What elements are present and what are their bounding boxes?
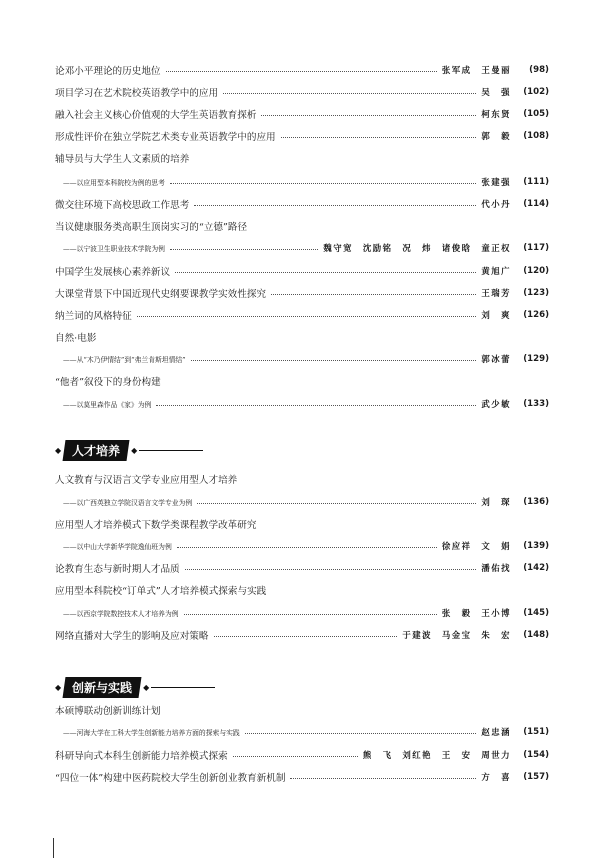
entry-subtitle: ——以广西英独立学院汉语言文学专业为例 [63,499,193,507]
entry-page-number: (111) [523,177,549,187]
dot-leader [197,503,476,504]
entry-title: 自然·电影 [55,333,97,344]
entry-page-number: (139) [523,541,549,551]
entry-page-number: (151) [523,727,549,737]
entry-title: 当议健康服务类高职生顶岗实习的“立德”路径 [55,222,248,233]
toc-entry-subtitle[interactable] [63,603,549,623]
entry-page-number: (102) [523,87,549,97]
toc-entry-heading[interactable] [55,469,237,489]
dot-leader [137,316,477,317]
entry-title: 应用型本科院校“订单式”人才培养模式探索与实践 [55,586,267,597]
entry-author: 方 喜 [481,772,511,782]
toc-entry-heading[interactable] [55,327,96,347]
entry-author: 魏守宽 沈励铭 况 炜 诸俊晗 童正权 [323,243,511,253]
entry-title: 论教育生态与新时期人才品质 [55,564,180,575]
entry-page-number: (133) [523,399,549,409]
entry-subtitle: ——以应用型本科院校为例的思考 [63,179,165,187]
entry-page-number: (126) [523,310,549,320]
diamond-icon: ◆ [55,445,62,455]
entry-page-number: (120) [523,266,549,276]
toc-entry-subtitle[interactable] [63,536,549,556]
toc-entry-subtitle[interactable] [63,349,549,369]
entry-title: 融入社会主义核心价值观的大学生英语教育探析 [55,110,257,121]
toc-entry-heading[interactable] [55,514,256,534]
diamond-icon: ◆ [131,445,138,455]
entry-author: 郭 毅 [481,131,511,141]
entry-title: 辅导员与大学生人文素质的培养 [55,154,190,165]
toc-entry-heading[interactable] [55,371,161,391]
entry-author: 吴 强 [481,87,511,97]
dot-leader [170,249,318,250]
entry-title: “他者”叙役下的身份构建 [55,377,161,388]
entry-title: 中国学生发展核心素养新议 [55,267,171,278]
entry-subtitle: ——以宁波卫生职业技术学院为例 [63,245,165,253]
entry-author: 徐应祥 文 娟 [441,541,511,551]
entry-author: 代小丹 [481,199,511,209]
dot-leader [271,294,476,295]
page-margin-rule [53,838,54,858]
entry-page-number: (98) [529,65,549,75]
diamond-icon: ◆ [143,682,150,692]
toc-entry[interactable] [55,194,549,214]
entry-title: 论邓小平理论的历史地位 [55,66,161,77]
dot-leader [156,405,476,406]
entry-page-number: (145) [523,608,549,618]
toc-entry[interactable] [55,126,549,146]
section-label: 人才培养 [63,440,130,461]
section-label: 创新与实践 [63,677,142,698]
toc-entry[interactable] [55,625,549,645]
entry-page-number: (114) [523,199,549,209]
entry-title: 人文教育与汉语言文学专业应用型人才培养 [55,475,238,486]
dot-leader [175,272,476,273]
entry-page-number: (123) [523,288,549,298]
entry-author: 潘佑找 [481,563,511,573]
dot-leader [214,636,398,637]
entry-subtitle: ——以中山大学新华学院逸仙班为例 [63,543,172,551]
entry-author: 张 毅 王小博 [441,608,511,618]
toc-entry[interactable] [55,283,549,303]
entry-page-number: (157) [523,772,549,782]
toc-entry[interactable] [55,745,549,765]
entry-title: 科研导向式本科生创新能力培养模式探索 [55,751,228,762]
entry-subtitle: ——以西京学院数控技术人才培养为例 [63,610,179,618]
toc-entry[interactable] [55,558,549,578]
dot-leader [191,360,477,361]
toc-entry[interactable] [55,60,549,80]
dot-leader [177,547,437,548]
entry-page-number: (154) [523,750,549,760]
entry-title: 大课堂背景下中国近现代史纲要课教学实效性探究 [55,289,267,300]
entry-author: 刘 琛 [481,497,511,507]
section-rule [139,450,203,451]
entry-author: 熊 飞 刘红艳 王 安 周世力 [362,750,511,760]
diamond-icon: ◆ [55,682,62,692]
entry-author: 柯东贤 [481,109,511,119]
section-rule [151,687,215,688]
section-header-talent-cultivation [55,439,203,461]
dot-leader [194,205,476,206]
entry-title: “四位一体”构建中医药院校大学生创新创业教育新机制 [55,773,286,784]
toc-entry-subtitle[interactable] [63,172,549,192]
entry-title: 本硕博联动创新训练计划 [55,706,161,717]
dot-leader [233,756,358,757]
toc-entry[interactable] [55,82,549,102]
entry-title: 形成性评价在独立学院艺术类专业英语教学中的应用 [55,132,276,143]
entry-title: 项目学习在艺术院校英语教学中的应用 [55,88,219,99]
toc-entry[interactable] [55,305,549,325]
dot-leader [223,93,476,94]
toc-entry[interactable] [55,104,549,124]
entry-author: 王瑞芳 [481,288,511,298]
toc-entry-heading[interactable] [55,148,189,168]
entry-page-number: (142) [523,563,549,573]
toc-entry[interactable] [55,261,549,281]
dot-leader [185,569,477,570]
dot-leader [281,137,477,138]
entry-subtitle: ——以莫里森作品《家》为例 [63,401,152,409]
entry-author: 郭冰蕾 [481,354,511,364]
dot-leader [245,733,477,734]
entry-title: 网络直播对大学生的影响及应对策略 [55,631,209,642]
entry-author: 张军成 王曼丽 [441,65,511,75]
entry-title: 应用型人才培养模式下数学类课程教学改革研究 [55,520,257,531]
toc-entry-subtitle[interactable] [63,722,549,742]
entry-title: 纳兰词的风格特征 [55,311,132,322]
dot-leader [290,778,476,779]
entry-author: 刘 爽 [481,310,511,320]
entry-page-number: (136) [523,497,549,507]
dot-leader [261,115,476,116]
entry-author: 黄旭广 [481,266,511,276]
toc-entry-subtitle[interactable] [63,238,549,258]
dot-leader [184,614,437,615]
entry-author: 赵忠涵 [481,727,511,737]
entry-author: 于建波 马金宝 朱 宏 [402,630,511,640]
entry-title: 微交往环境下高校思政工作思考 [55,200,190,211]
entry-subtitle: ——从“木乃伊情结”到“弗兰肯斯坦情结” [63,356,186,364]
toc-entry-heading[interactable] [55,216,247,236]
entry-page-number: (148) [523,630,549,640]
entry-author: 张建强 [481,177,511,187]
dot-leader [166,71,437,72]
entry-subtitle: ——河海大学在工科大学生创新能力培养方面的探索与实践 [63,729,240,737]
toc-entry[interactable] [55,767,549,787]
entry-page-number: (129) [523,354,549,364]
dot-leader [170,183,476,184]
toc-entry-heading[interactable] [55,700,161,720]
toc-entry-subtitle[interactable] [63,394,549,414]
entry-page-number: (105) [523,109,549,119]
toc-entry-subtitle[interactable] [63,492,549,512]
entry-page-number: (108) [523,131,549,141]
section-header-innovation-practice [55,676,215,698]
entry-author: 武少敏 [481,399,511,409]
entry-page-number: (117) [523,243,549,253]
toc-entry-heading[interactable] [55,580,266,600]
